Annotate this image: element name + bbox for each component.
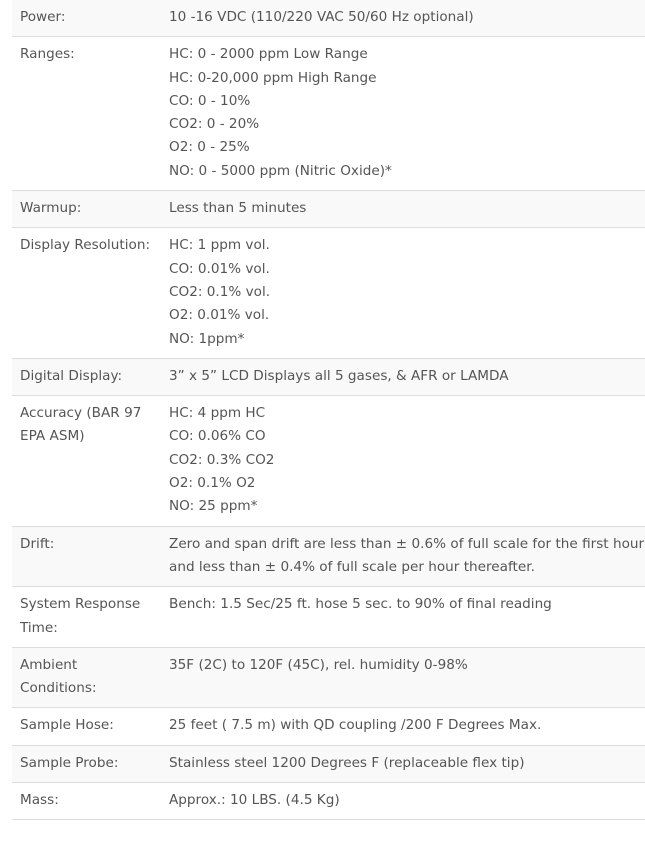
spec-label: Digital Display: xyxy=(12,358,161,395)
spec-value-line: CO: 0.06% CO xyxy=(169,428,266,445)
spec-value-line: 35F (2C) to 120F (45C), rel. humidity 0-98% xyxy=(169,656,468,673)
spec-value-line: CO: 0 - 10% xyxy=(169,92,251,109)
spec-row xyxy=(12,526,645,587)
specifications-body xyxy=(12,0,645,820)
spec-label: Mass: xyxy=(12,783,161,820)
spec-value-line: Stainless steel 1200 Degrees F (replaceable flex tip) xyxy=(169,754,525,771)
spec-value-line: CO2: 0.1% vol. xyxy=(169,283,271,300)
spec-value-line: O2: 0 - 25% xyxy=(169,139,250,156)
spec-value xyxy=(161,396,645,526)
spec-value xyxy=(161,647,645,708)
spec-value-line: NO: 1ppm* xyxy=(169,330,245,347)
specifications-table xyxy=(12,0,645,820)
spec-row xyxy=(12,37,645,191)
spec-value-line: Zero and span drift are less than ± 0.6% of full scale for the first hour xyxy=(169,535,645,552)
spec-label: System Response Time: xyxy=(12,587,161,648)
spec-value-line: HC: 0 - 2000 ppm Low Range xyxy=(169,46,368,63)
spec-label: Accuracy (BAR 97 EPA ASM) xyxy=(12,396,161,526)
spec-value xyxy=(161,526,645,587)
spec-value-line: Approx.: 10 LBS. (4.5 Kg) xyxy=(169,792,340,809)
spec-label: Warmup: xyxy=(12,191,161,228)
spec-row xyxy=(12,228,645,358)
spec-label: Drift: xyxy=(12,526,161,587)
spec-value xyxy=(161,228,645,358)
spec-value-line: HC: 1 ppm vol. xyxy=(169,237,270,254)
spec-value-line: O2: 0.1% O2 xyxy=(169,475,256,492)
spec-label: Display Resolution: xyxy=(12,228,161,358)
spec-value xyxy=(161,745,645,782)
spec-value-line: NO: 0 - 5000 ppm (Nitric Oxide)* xyxy=(169,162,392,179)
spec-value-line: Bench: 1.5 Sec/25 ft. hose 5 sec. to 90% of final reading xyxy=(169,596,552,613)
spec-row xyxy=(12,708,645,745)
spec-value-line: CO2: 0.3% CO2 xyxy=(169,451,275,468)
spec-row xyxy=(12,647,645,708)
spec-value xyxy=(161,0,645,37)
spec-value-line: O2: 0.01% vol. xyxy=(169,307,270,324)
spec-row xyxy=(12,587,645,648)
spec-label: Ranges: xyxy=(12,37,161,191)
spec-value-line: HC: 0-20,000 ppm High Range xyxy=(169,69,377,86)
spec-value-line: 3” x 5” LCD Displays all 5 gases, & AFR or LAMDA xyxy=(169,367,509,384)
spec-label: Sample Hose: xyxy=(12,708,161,745)
spec-row xyxy=(12,358,645,395)
spec-label: Power: xyxy=(12,0,161,37)
spec-value-line: NO: 25 ppm* xyxy=(169,498,258,515)
spec-row xyxy=(12,396,645,526)
spec-value xyxy=(161,191,645,228)
spec-row xyxy=(12,191,645,228)
spec-row xyxy=(12,0,645,37)
spec-value-line: 10 -16 VDC (110/220 VAC 50/60 Hz optional) xyxy=(169,9,474,25)
spec-row xyxy=(12,745,645,782)
spec-value xyxy=(161,37,645,191)
spec-value xyxy=(161,708,645,745)
spec-row xyxy=(12,783,645,820)
spec-label: Ambient Conditions: xyxy=(12,647,161,708)
spec-value-line: and less than ± 0.4% of full scale per hour thereafter. xyxy=(169,558,535,575)
spec-value-line: HC: 4 ppm HC xyxy=(169,405,266,422)
spec-value-line: CO: 0.01% vol. xyxy=(169,260,270,277)
spec-value-line: 25 feet ( 7.5 m) with QD coupling /200 F Degrees Max. xyxy=(169,717,542,734)
spec-value-line: Less than 5 minutes xyxy=(169,200,307,217)
spec-value xyxy=(161,783,645,820)
spec-label: Sample Probe: xyxy=(12,745,161,782)
spec-value-line: CO2: 0 - 20% xyxy=(169,116,260,133)
spec-value xyxy=(161,587,645,648)
spec-value xyxy=(161,358,645,395)
